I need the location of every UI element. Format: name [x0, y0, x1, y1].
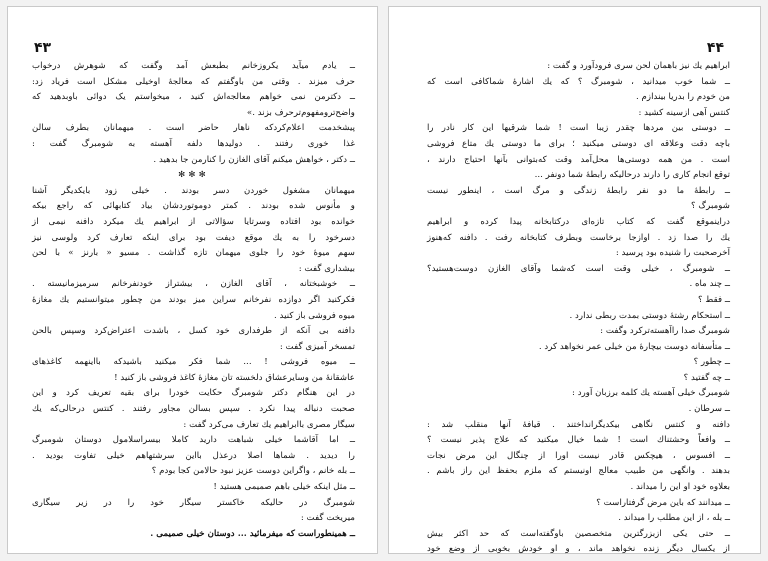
text-line: میریخت گفت : — [300, 513, 355, 524]
text-line: یك را صدا زد . اوازجا برخاست وبطرف کتابخانه رفت . دافنه که‌هنوز — [427, 232, 730, 243]
text-line: دراینموقع گفت که کتاب تازه‌ای درکتابخانه پیدا کرده و ابراهیم — [427, 216, 730, 227]
text-line: ــ میوه فروشی ! ... شما فکر میکنید باشیدکه بااینهمه کاغذهای — [32, 357, 355, 368]
text-line: پیشخدمت اعلام‌کردکه ناهار حاضر است . میهمانان بطرف سالن — [32, 123, 355, 134]
text-line: دافنه و کنتس نگاهی بیکدیگرانداختند . قیافهٔ آنها منقلب شد : — [427, 419, 730, 430]
text-line: ــ دکتر ، خواهش میکنم آقای الغازن را کنارمن جا بدهید . — [153, 154, 355, 165]
text-line: توقع انجام کاری را دارند درحالیکه رابطهٔ شما دونفر ... — [534, 170, 730, 181]
text-line: ــ خوشبختانه ، آقای الغازن ، بیشتراز خودنفرخانم سرمیزمانیسته . — [32, 279, 355, 290]
text-line: دافنه بی آنکه از طرفداری خود کسل ، باشدت اعتراض‌کرد وسپس بالحن — [32, 326, 355, 337]
text-line: ابراهیم یك نیز باهمان لحن سری فرودآورد و گفت : — [547, 61, 730, 71]
text-line: است . من همه دوستی‌ها محل‌آمد وقت که‌بتوانی بآنها احتیاج دارند ، — [427, 154, 730, 165]
text-line: ــ استحکام رشتهٔ دوستی بمدت ربطی ندارد . — [569, 310, 730, 321]
text-line: ــ دکترمن نمی خواهم معالجه‌اش کنید ، میخواستم یک دوائی باوبدهید که — [32, 92, 355, 103]
text-line: ــ همینطوراست که میفرمائید ... دوستان خیلی صمیمی . — [150, 528, 355, 539]
left-page — [7, 6, 378, 554]
text-line: من خودم را بدریا بیندازم . — [636, 92, 730, 103]
text-line: ــ یادم میآید یکروزخانم بطبعش آمد وگفت که شوهرش درخواب — [32, 61, 355, 71]
text-line: بیشداری گفت : — [298, 263, 355, 274]
page-number: ۴۴ — [706, 40, 724, 56]
text-line: شومبرگ صدا راآهسته‌ترکرد وگفت : — [600, 326, 730, 337]
text-line: تمسخر آمیزی گفت : — [279, 341, 355, 352]
page-number: ۴۳ — [34, 40, 52, 56]
text-line: دسرخود را به یك موقع دیفت بود برای اینکه تعارف کرد ولوسی نیز — [32, 232, 355, 243]
text-line: ــ دوستی بین مردها چقدر زیبا است ! شما شرقیها این کار نادر را — [427, 123, 730, 134]
text-line: ــ شومبرگ ، خیلی وقت است که‌شما وآقای الغازن دوست‌هستید؟ — [427, 263, 730, 274]
text-line: خوانده بود افتاده وسرتایا سؤالاتی از ابراهیم یك میکرد دافنه نیمی از — [32, 216, 355, 227]
text-line: از یکسال دیگر زنده نخواهد ماند ، و او خودش بخوبی از وضع خود — [427, 544, 730, 555]
text-line: ــ سرطان . — [688, 404, 730, 415]
page-text — [427, 59, 730, 555]
text-line: شومبرگ ؟ — [691, 201, 730, 212]
text-line: ــ وافعاً وحشتناك است ! شما خیال میکنید که علاج پذیر نیست ؟ — [427, 435, 730, 446]
text-line: فکرکنید اگر دوازده نفرخانم سراین میز بودند من چطور میتوانستیم یك مغازهٔ — [32, 294, 355, 305]
text-line: سیگار مصری باابراهیم یك تعارف می‌کرد گفت : — [183, 419, 355, 430]
text-line: واضح‌ترومفهوم‌ترحرف بزند .» — [246, 107, 355, 118]
page-text — [32, 59, 355, 539]
text-line: سهم میوهٔ خود را جلوی میهمان تازه گذاشت . مسیو « بارنز » با لحن — [32, 248, 355, 259]
text-line: و مأنوس شده بودند . کمتر دوموتوردشان بیاد کتابهائی که راجع بیکه — [32, 201, 355, 212]
text-line: ــ بله ، از این مطلب را میداند . — [618, 513, 730, 524]
text-line: ــ میدانند که باین مرض گرفتاراست ؟ — [596, 497, 730, 508]
text-line: حرف میزند . وقتی من باوگفتم که معالجهٔ اوخیلی مشکل است فریاد زد: — [32, 76, 355, 87]
text-line: شومبرگ در حالیکه خاکستر سیگار خود را در زیر سیگاری — [32, 497, 355, 508]
right-page — [388, 6, 761, 554]
text-line: ــ فقط ؟ — [697, 294, 730, 305]
text-line: میهمانان مشغول خوردن دسر بودند . خیلی زود بایکدیگر آشنا — [32, 185, 355, 196]
text-line: ــ شما خوب میدانید ، شومبرگ ؟ که یك اشارهٔ شماکافی است که — [427, 76, 730, 87]
text-line: ــ چطور ؟ — [693, 357, 730, 368]
text-line: بدهند . وانگهی من طبیب معالج اونیستم که ملزم بحفظ این راز باشم . — [427, 466, 730, 477]
text-line: ــ چه گفتید ؟ — [683, 372, 730, 383]
text-line: میوه فروشی باز کنید . — [274, 310, 355, 321]
text-line: شومبرگ خیلی آهسته یك کلمه برزبان آورد : — [572, 388, 730, 399]
text-line: آخرصحبت را شنیده بود پرسید : — [615, 248, 730, 259]
text-line: ــ مثل اینکه خیلی باهم صمیمی هستید ! — [213, 482, 355, 493]
text-line: ــ افسوس ، هیچکس قادر نیست اورا از چنگال این مرض نجات — [427, 450, 730, 461]
text-line: ــ متأسفانه دوست بیچارهٔ من خیلی عمر نخواهد کرد . — [538, 341, 730, 352]
text-line: غذا خوری رفتند . دولیدها دلفه آهسته به شومبرگ گفت : — [32, 138, 355, 149]
text-line: صحبت دنباله پیدا نکرد . سپس بسالن مجاور رفتند . کنتس درحالی‌که یك — [32, 404, 355, 415]
text-line: ــ اما آقاشما خیلی شباهت دارید کاملا بیسراسلامول دوستان شومبرگ — [32, 435, 355, 446]
text-line: عاشقانهٔ من وسایرعشاق دلخسته تان مغازهٔ کاغذ فروشی باز کنید ! — [114, 372, 355, 383]
text-line: ــ بله خانم ، واگراین دوست عزیز نبود حالامن کجا بودم ؟ — [151, 466, 355, 477]
text-line: ✻✻✻ — [178, 170, 209, 181]
text-line: کنتس آهی ازسینه کشید : — [638, 107, 730, 118]
text-line: در این هنگام دکتر شومبرگ حکایت خودرا برای بقیه تعریف کرد و این — [32, 388, 355, 399]
text-line: ــ چند ماه . — [689, 279, 730, 290]
text-line: ــ رابطهٔ ما دو نفر رابطهٔ زندگی و مرگ است ، اینطور نیست — [427, 185, 730, 196]
text-line: را دیدید . شماها اصلا درعذل بااین سرشتهاهم خیلی تفاوت بودید . — [32, 450, 355, 461]
text-line: باچه دقت وعلاقه ای دوستی میکنید ؛ برای ما دوستی یك متاع فروشی — [427, 138, 730, 149]
text-line: ــ حتی یکی ازبزرگترین متخصصین باوگفته‌است که حد اکثر بیش — [427, 528, 730, 539]
text-line: بعلاوه خود او این را میداند . — [630, 482, 730, 493]
